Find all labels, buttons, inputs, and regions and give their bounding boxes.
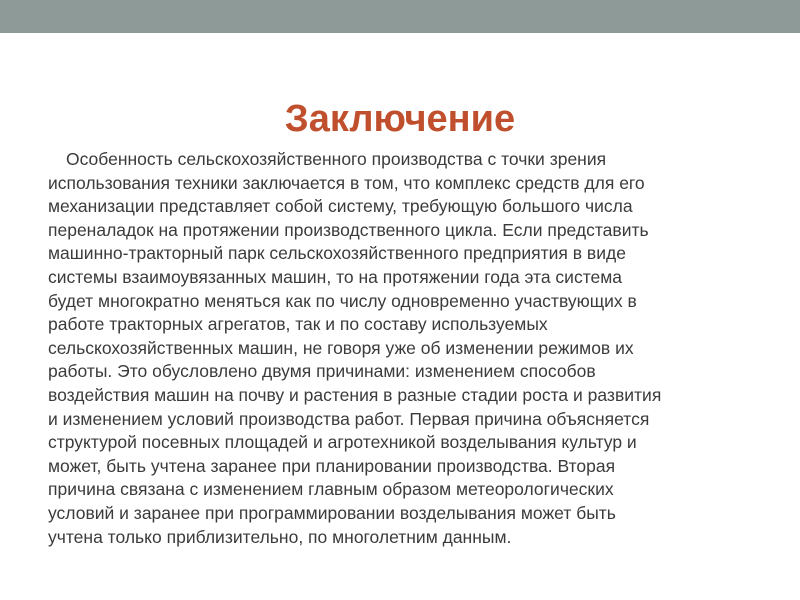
body-line: сельскохозяйственных машин, не говоря уже об изменении режимов их <box>48 337 634 358</box>
body-line: работе тракторных агрегатов, так и по составу используемых <box>48 314 548 335</box>
body-line: Особенность сельскохозяйственного производства с точки зрения <box>66 149 607 169</box>
body-line: системы взаимоувязанных машин, то на протяжении года эта система <box>48 266 623 287</box>
body-line: условий и заранее при программировании возделывания может быть <box>48 502 616 523</box>
body-line: механизации представляет собой систему, требующую большого числа <box>48 196 633 217</box>
body-line: работы. Это обусловлено двумя причинами: изменением способов <box>48 361 596 382</box>
body-line: использования техники заключается в том, что комплекс средств для его <box>48 172 645 193</box>
body-line: машинно-тракторный парк сельскохозяйственного предприятия в виде <box>48 243 626 264</box>
body-line: воздействия машин на почву и растения в разные стадии роста и развития <box>48 384 662 405</box>
body-line: учтена только приблизительно, по многолетним данным. <box>48 526 512 547</box>
body-line: будет многократно меняться как по числу одновременно участвующих в <box>48 290 637 311</box>
body-line: структурой посевных площадей и агротехникой возделывания культур и <box>48 432 637 453</box>
slide-body-paragraph <box>48 148 748 549</box>
body-line: и изменением условий производства работ. Первая причина объясняется <box>48 408 650 429</box>
body-line: причина связана с изменением главным образом метеорологических <box>48 479 614 500</box>
body-line: может, быть учтена заранее при планировании производства. Вторая <box>48 455 616 476</box>
body-line: переналадок на протяжении производственного цикла. Если представить <box>48 219 649 240</box>
slide-title: Заключение <box>284 98 516 141</box>
slide-header-bar <box>0 0 800 33</box>
